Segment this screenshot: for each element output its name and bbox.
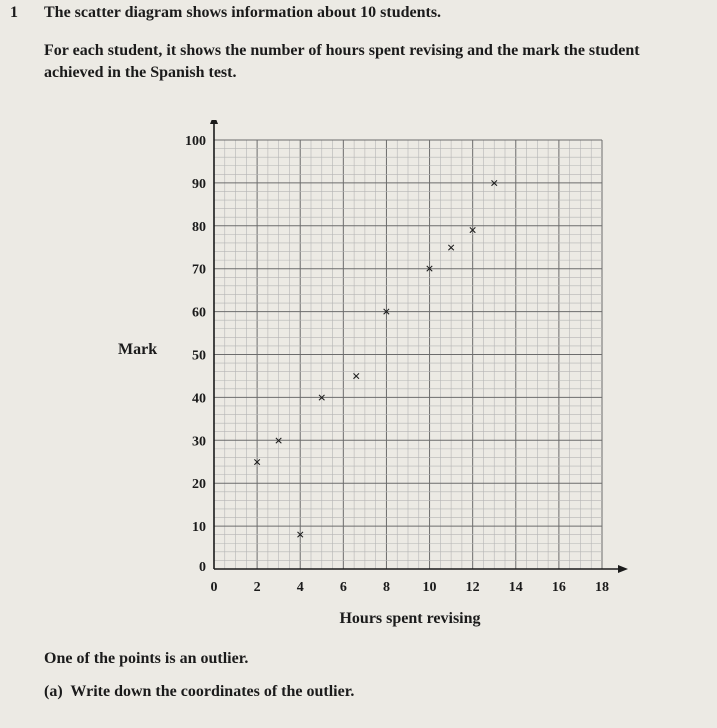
data-point: × — [351, 368, 361, 385]
y-tick-label: 10 — [192, 520, 206, 536]
x-tick-label: 8 — [382, 580, 390, 595]
data-point: × — [295, 527, 305, 544]
x-tick-label: 14 — [508, 580, 523, 595]
data-point: × — [446, 240, 456, 257]
x-tick-label: 10 — [422, 580, 437, 595]
x-tick-label: 6 — [339, 580, 347, 595]
y-tick-label: 70 — [192, 262, 206, 278]
y-tick-label: 90 — [192, 176, 206, 192]
y-tick-label: 40 — [192, 391, 206, 407]
x-tick-label: 0 — [210, 580, 218, 595]
x-tick-label: 18 — [595, 580, 609, 595]
y-axis-arrow — [210, 120, 218, 124]
outlier-statement: One of the points is an outlier. — [44, 650, 249, 667]
x-axis-arrow — [618, 565, 628, 573]
data-point: × — [489, 175, 499, 192]
y-tick-label: 80 — [192, 219, 206, 235]
data-point: × — [382, 304, 391, 321]
y-axis-label: Mark — [118, 341, 158, 358]
part-a-label: (a) — [44, 683, 63, 700]
x-tick-labels — [211, 580, 610, 595]
chart-grid — [214, 140, 602, 569]
y-tick-label: 20 — [192, 477, 206, 493]
part-a-text: Write down the coordinates of the outlier. — [70, 683, 355, 700]
x-tick-label: 16 — [551, 580, 566, 595]
y-tick-label: 30 — [192, 434, 206, 450]
y-tick-label: 100 — [185, 134, 206, 149]
data-point: × — [274, 433, 283, 450]
x-tick-label: 2 — [253, 580, 261, 595]
part-a-prompt — [44, 683, 354, 701]
y-tick-label: 0 — [199, 560, 206, 575]
data-point: × — [252, 454, 262, 471]
question-description: For each student, it shows the number of hours spent revising and the mark the student achieved in the Spanish test. — [44, 42, 640, 81]
x-tick-label: 12 — [465, 580, 480, 595]
question-number: 1 — [10, 4, 18, 21]
x-tick-label: 4 — [296, 580, 304, 595]
y-tick-labels — [185, 134, 206, 575]
question-intro: The scatter diagram shows information about 10 students. — [44, 4, 442, 21]
scatter-diagram — [0, 120, 717, 640]
data-point: × — [317, 390, 327, 407]
y-tick-label: 50 — [192, 348, 206, 364]
data-point: × — [468, 223, 477, 240]
data-point: × — [425, 261, 434, 278]
x-axis-label: Hours spent revising — [339, 610, 481, 627]
y-tick-label: 60 — [192, 305, 206, 321]
